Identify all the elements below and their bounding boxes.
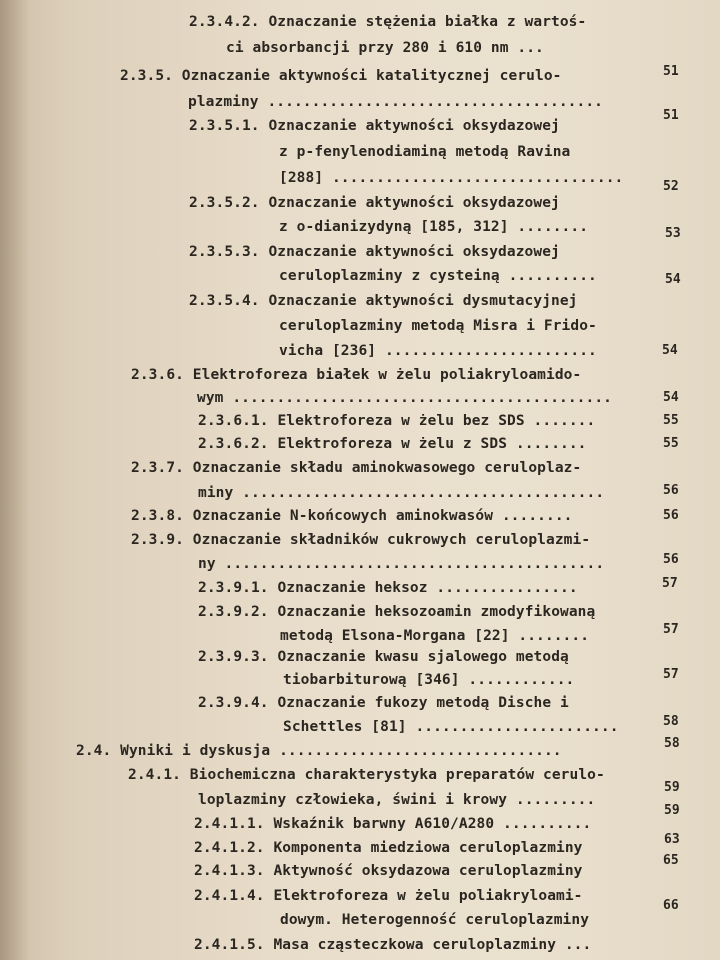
toc-entry-2-3-7-line-1: 2.3.7. Oznaczanie składu aminokwasowego ceruloplaz- [131,460,582,476]
toc-entry-2-4-1-1-line-1: 2.4.1.1. Wskaźnik barwny A610/A280 .......... [194,816,592,832]
toc-entry-2-3-5-2-line-2: z o-dianizydyną [185, 312] ........ [279,219,589,235]
toc-entry-2-3-9-1-line-1: 2.3.9.1. Oznaczanie heksoz ................ [198,580,578,596]
toc-entry-2-3-6-line-2: wym ........................................... [197,390,612,406]
toc-page-2-3-9: 56 [663,508,679,523]
toc-page-2-3-5-2: 52 [663,179,679,194]
toc-page-2-4-1-2: 59 [664,803,680,818]
toc-entry-2-3-9-4-line-1: 2.3.9.4. Oznaczanie fukozy metodą Dische i [198,695,569,711]
toc-entry-2-3-5-4-line-2: ceruloplazminy metodą Misra i Frido- [279,318,597,334]
toc-entry-2-3-5-4-line-3: vicha [236] ........................ [279,343,597,359]
toc-page-2-3-6: 54 [662,343,678,358]
toc-entry-2-3-9-2-line-2: metodą Elsona-Morgana [22] ........ [280,628,590,644]
toc-entry-2-3-9-4-line-2: Schettles [81] ....................... [283,719,619,735]
toc-entry-2-3-5-1-line-2: z p-fenylenodiaminą metodą Ravina [279,144,571,160]
toc-entry-2-3-9-3-line-2: tiobarbiturową [346] ............ [283,672,575,688]
toc-entry-2-4-1-3-line-1: 2.4.1.3. Aktywność oksydazowa ceruloplazminy [194,863,583,879]
toc-entry-2-3-9-line-2: ny ........................................... [198,556,605,572]
toc-entry-2-3-9-3-line-1: 2.3.9.3. Oznaczanie kwasu sjalowego metodą [198,649,569,665]
toc-entry-2-3-9-line-1: 2.3.9. Oznaczanie składników cukrowych ceruloplazmi- [131,532,591,548]
toc-entry-2-4-1-line-1: 2.4.1. Biochemiczna charakterystyka preparatów cerulo- [128,767,605,783]
toc-entry-2-3-5-line-1: 2.3.5. Oznaczanie aktywności katalitycznej cerulo- [120,68,562,84]
toc-page-2-3-9-2: 57 [662,576,678,591]
toc-entry-2-4-1-4-line-1: 2.4.1.4. Elektroforeza w żelu poliakryloami- [194,888,583,904]
toc-entry-2-3-5-3-line-1: 2.3.5.3. Oznaczanie aktywności oksydazowej [189,244,560,260]
toc-page-2-4-1-3: 63 [664,832,680,847]
toc-entry-2-3-6-2-line-1: 2.3.6.2. Elektroforeza w żelu z SDS ........ [198,436,587,452]
toc-entry-2-3-7-line-2: miny ......................................... [198,485,605,501]
toc-page-2-3-7: 55 [663,436,679,451]
toc-entry-2-4-1-5-line-1: 2.4.1.5. Masa cząsteczkowa ceruloplazminy ... [194,937,592,953]
toc-page-2-4-1-1: 59 [664,780,680,795]
toc-entry-2-3-8-line-1: 2.3.8. Oznaczanie N-końcowych aminokwasów ........ [131,508,573,524]
toc-page-2-3-9-3: 57 [663,622,679,637]
toc-entry-2-4-1-2-line-1: 2.4.1.2. Komponenta miedziowa ceruloplazminy [194,840,583,856]
toc-entry-2-3-9-2-line-1: 2.3.9.2. Oznaczanie heksozoamin zmodyfikowaną [198,604,596,620]
toc-entry-2-3-5-1-line-3: [288] ................................. [279,170,624,186]
toc-page-2-4: 58 [663,714,679,729]
toc-entry-2-3-5-3-line-2: ceruloplazminy z cysteiną .......... [279,268,597,284]
toc-page-2-4-1-5: 66 [663,898,679,913]
toc-page-2-3-6-1: 54 [663,390,679,405]
toc-entry-2-3-5-2-line-1: 2.3.5.2. Oznaczanie aktywności oksydazowej [189,195,560,211]
toc-page-2-4-1: 58 [664,736,680,751]
toc-page-2-3-9-4: 57 [663,667,679,682]
toc-page-2-3-6-2: 55 [663,413,679,428]
toc-entry-2-3-5-1-line-1: 2.3.5.1. Oznaczanie aktywności oksydazowej [189,118,560,134]
toc-entry-2-3-5-line-2: plazminy ...................................... [188,94,603,110]
toc-entry-2-3-6-line-1: 2.3.6. Elektroforeza białek w żelu poliakryloamido- [131,367,582,383]
toc-entry-2-4-1-4-line-2: dowym. Heterogenność ceruloplazminy [280,912,590,928]
toc-entry-2-3-6-1-line-1: 2.3.6.1. Elektroforeza w żelu bez SDS ....... [198,413,596,429]
page-edge-shadow [0,0,30,960]
toc-entry-2-3-5-4-line-1: 2.3.5.4. Oznaczanie aktywności dysmutacyjnej [189,293,578,309]
toc-entry-2-3-4-2-line-1: 2.3.4.2. Oznaczanie stężenia białka z wartoś- [189,14,587,30]
toc-page-2-4-1-4: 65 [663,853,679,868]
toc-entry-2-4-line-1: 2.4. Wyniki i dyskusja ................................ [76,743,562,759]
toc-page-2-3-5: 51 [663,64,679,79]
toc-page-2-3-5-4: 54 [665,272,681,287]
toc-page-2-3-8: 56 [663,483,679,498]
toc-entry-2-4-1-line-2: loplazminy człowieka, świni i krowy ......... [198,792,596,808]
toc-entry-2-3-4-2-line-2: ci absorbancji przy 280 i 610 nm ... [226,40,544,56]
toc-page-2-3-5-3: 53 [665,226,681,241]
toc-page-2-3-5-1: 51 [663,108,679,123]
toc-page-2-3-9-1: 56 [663,552,679,567]
